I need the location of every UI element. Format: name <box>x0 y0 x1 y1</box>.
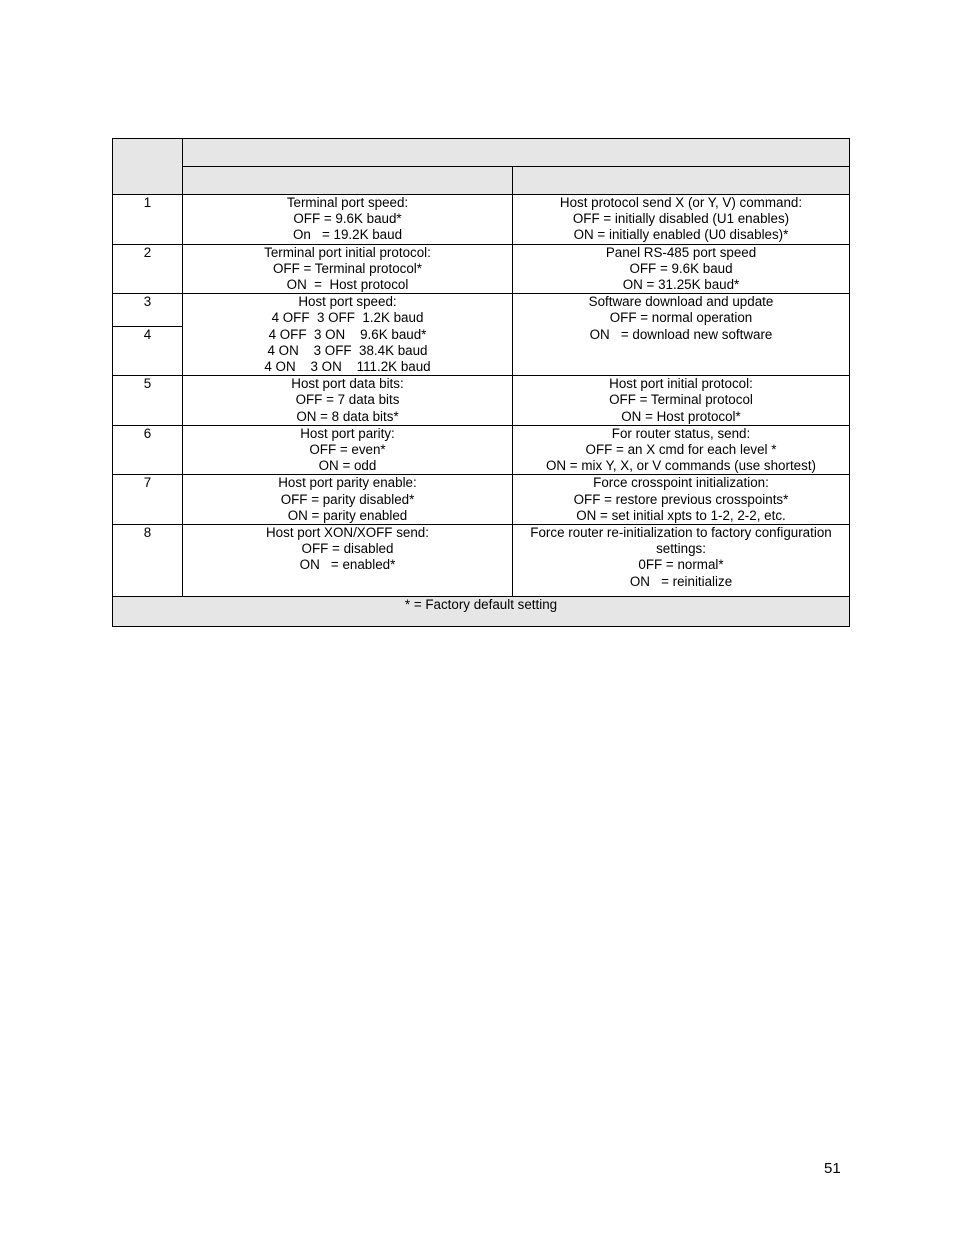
header-terminal-cell <box>183 167 513 195</box>
header-title-cell <box>183 139 850 167</box>
table-row <box>113 376 850 426</box>
host-setting: Force crosspoint initialization: OFF = restore previous crosspoints* ON = set initial xpts to 1-2, 2-2, etc. <box>513 475 850 525</box>
terminal-setting: Host port parity: OFF = even* ON = odd <box>183 425 513 475</box>
switch-number: 5 <box>113 376 183 426</box>
host-setting: Software download and update OFF = normal operation ON = download new software <box>513 294 850 376</box>
terminal-setting: Host port XON/XOFF send: OFF = disabled ON = enabled* <box>183 525 513 597</box>
table-row <box>113 195 850 245</box>
table-row <box>113 525 850 597</box>
table-row <box>113 475 850 525</box>
header-switch-cell <box>113 139 183 195</box>
host-setting: Force router re-initialization to factory configuration settings: 0FF = normal* ON = reinitialize <box>513 525 850 597</box>
switch-number: 8 <box>113 525 183 597</box>
switch-number: 6 <box>113 425 183 475</box>
switch-number: 3 <box>113 294 183 327</box>
terminal-setting: Terminal port speed: OFF = 9.6K baud* On = 19.2K baud <box>183 195 513 245</box>
switch-number: 2 <box>113 244 183 294</box>
terminal-setting: Host port speed: 4 OFF 3 OFF 1.2K baud 4 OFF 3 ON 9.6K baud* 4 ON 3 OFF 38.4K baud 4 ON 3 ON 111.2K baud <box>183 294 513 376</box>
table-row <box>113 294 850 327</box>
table-footnote: * = Factory default setting <box>113 597 850 627</box>
host-setting: Panel RS-485 port speed OFF = 9.6K baud ON = 31.25K baud* <box>513 244 850 294</box>
host-setting: Host port initial protocol: OFF = Terminal protocol ON = Host protocol* <box>513 376 850 426</box>
table-row <box>113 244 850 294</box>
host-setting: Host protocol send X (or Y, V) command: OFF = initially disabled (U1 enables) ON = initially enabled (U0 disables)* <box>513 195 850 245</box>
terminal-setting: Terminal port initial protocol: OFF = Terminal protocol* ON = Host protocol <box>183 244 513 294</box>
terminal-setting: Host port parity enable: OFF = parity disabled* ON = parity enabled <box>183 475 513 525</box>
header-host-cell <box>513 167 850 195</box>
switch-number: 7 <box>113 475 183 525</box>
dip-switch-table <box>112 138 850 627</box>
host-setting: For router status, send: OFF = an X cmd for each level * ON = mix Y, X, or V commands (use shortest) <box>513 425 850 475</box>
page-number: 51 <box>824 1160 841 1177</box>
table-row <box>113 425 850 475</box>
terminal-setting: Host port data bits: OFF = 7 data bits ON = 8 data bits* <box>183 376 513 426</box>
switch-number: 1 <box>113 195 183 245</box>
switch-number: 4 <box>113 327 183 376</box>
